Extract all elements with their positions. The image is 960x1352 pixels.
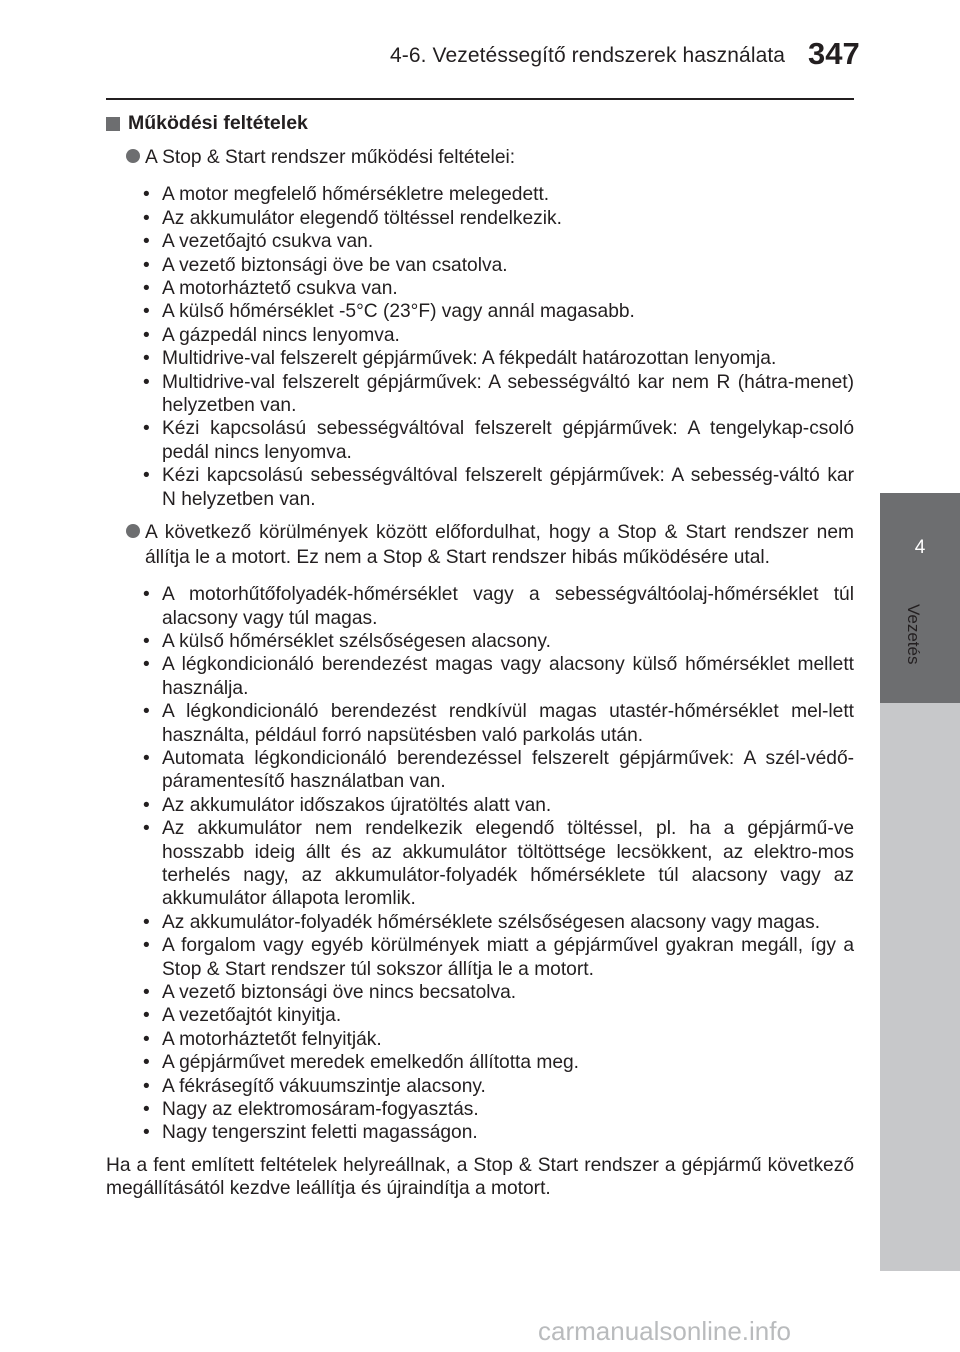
- list-item: [106, 911, 854, 934]
- list-item-text: Multidrive-val felszerelt gépjárművek: A fékpedált határozottan lenyomja.: [162, 348, 777, 370]
- bullet-dot-icon: •: [143, 184, 150, 206]
- bullet-dot-icon: •: [143, 254, 150, 276]
- chapter-side-tab: [880, 493, 960, 703]
- list-item-text: Kézi kapcsolású sebességváltóval felszerelt gépjárművek: A tengelykap-csoló pedál nincs lenyomva.: [162, 418, 854, 463]
- bullet-dot-icon: •: [143, 207, 150, 229]
- bullet-dot-icon: •: [143, 701, 150, 723]
- list-item-text: A motorháztetőt felnyitják.: [162, 1028, 382, 1050]
- chapter-number: 4: [914, 537, 926, 558]
- list-item: [106, 794, 854, 817]
- section-heading: [106, 112, 854, 135]
- circle-bullet-icon: [126, 524, 140, 538]
- list-item-text: Az akkumulátor időszakos újratöltés alatt van.: [162, 794, 552, 816]
- list-item-text: Automata légkondicionáló berendezéssel felszerelt gépjárművek: A szél-védő-páramentesítő használatban van.: [162, 747, 854, 793]
- list-item-text: Nagy tengerszint feletti magasságon.: [162, 1122, 478, 1144]
- bullet-dot-icon: •: [143, 278, 150, 300]
- list-item: [106, 207, 854, 230]
- bullet-dot-icon: •: [143, 1052, 150, 1074]
- list-item-text: A vezető biztonsági öve nincs becsatolva.: [162, 982, 517, 1003]
- group1-lead-text: A Stop & Start rendszer működési feltételei:: [145, 147, 516, 169]
- list-item: [106, 183, 854, 206]
- list-item: [106, 583, 854, 630]
- main-content: [106, 112, 854, 1201]
- bullet-dot-icon: •: [143, 584, 150, 606]
- list-item: [106, 653, 854, 700]
- list-item-text: Az akkumulátor-folyadék hőmérséklete szélsőségesen alacsony vagy magas.: [162, 911, 821, 933]
- list-item-text: Multidrive-val felszerelt gépjárművek: A sebességváltó kar nem R (hátra-menet) helyzetben van.: [162, 371, 854, 417]
- list-item-text: A vezető biztonsági öve be van csatolva.: [162, 254, 508, 276]
- list-item-text: A fékrásegítő vákuumszintje alacsony.: [162, 1075, 486, 1097]
- circle-bullet-icon: [126, 149, 140, 163]
- bullet-dot-icon: •: [143, 794, 150, 816]
- group2-list: [106, 583, 854, 1145]
- watermark: carmanualsonline.info: [538, 1316, 791, 1346]
- list-item-text: A légkondicionáló berendezést rendkívül magas utastér-hőmérséklet mel-lett használta, például forró napsütésben való parkolás után.: [162, 701, 854, 746]
- list-item: [106, 1075, 854, 1098]
- bullet-dot-icon: •: [143, 371, 150, 393]
- list-item: [106, 747, 854, 794]
- list-item-text: A külső hőmérséklet -5°C (23°F) vagy annál magasabb.: [162, 301, 635, 323]
- bullet-dot-icon: •: [143, 348, 150, 370]
- bullet-dot-icon: •: [143, 418, 150, 440]
- list-item: [106, 817, 854, 911]
- bullet-dot-icon: •: [143, 465, 150, 487]
- group1-lead: [106, 145, 854, 170]
- bullet-dot-icon: •: [143, 231, 150, 253]
- list-item-text: A motorháztető csukva van.: [162, 278, 398, 300]
- page-number: 347: [808, 36, 860, 71]
- list-item-text: Nagy az elektromosáram-fogyasztás.: [162, 1099, 479, 1121]
- closing-paragraph: Ha a fent említett feltételek helyreállnak, a Stop & Start rendszer a gépjármű következő megállításától kezdve leállítja és újraindítja a motort.: [106, 1154, 854, 1200]
- side-gray-band: [880, 703, 960, 1271]
- list-item: [106, 324, 854, 347]
- list-item-text: Az akkumulátor nem rendelkezik elegendő töltéssel, pl. ha a gépjármű-ve hosszabb ideig állt és az akkumulátor töltöttsége lecsökkent, az elektro-mos terhelés nagy, az akkumulátor-folyadék hőmérséklete túl alacsony vagy az akkumulátor állapota leromlik.: [162, 818, 854, 910]
- list-item-text: A külső hőmérséklet szélsőségesen alacsony.: [162, 630, 551, 652]
- list-item-text: A vezetőajtót kinyitja.: [162, 1005, 342, 1027]
- bullet-dot-icon: •: [143, 324, 150, 346]
- bullet-dot-icon: •: [143, 1075, 150, 1097]
- list-item: [106, 464, 854, 511]
- list-item-text: A gépjárművet meredek emelkedőn állította meg.: [162, 1052, 580, 1074]
- section-heading-text: Működési feltételek: [128, 112, 308, 134]
- list-item: [106, 371, 854, 418]
- list-item: [106, 1051, 854, 1074]
- group2-lead-text: A következő körülmények között előfordulhat, hogy a Stop & Start rendszer nem állítja le a motort. Ez nem a Stop & Start rendszer hibás működésére utal.: [145, 522, 854, 569]
- list-item: [106, 1098, 854, 1121]
- list-item: [106, 417, 854, 464]
- list-item: [106, 277, 854, 300]
- bullet-dot-icon: •: [143, 630, 150, 652]
- list-item: [106, 1028, 854, 1051]
- group2-lead: [106, 520, 854, 570]
- list-item: [106, 700, 854, 747]
- bullet-dot-icon: •: [143, 1028, 150, 1050]
- list-item: [106, 254, 854, 277]
- list-item: [106, 1121, 854, 1144]
- list-item-text: A légkondicionáló berendezést magas vagy alacsony külső hőmérséklet mellett használja.: [162, 654, 854, 699]
- bullet-dot-icon: •: [143, 1122, 150, 1144]
- list-item: [106, 300, 854, 323]
- list-item: [106, 347, 854, 370]
- bullet-dot-icon: •: [143, 911, 150, 933]
- list-item-text: A motorhűtőfolyadék-hőmérséklet vagy a sebességváltóolaj-hőmérséklet túl alacsony vagy túl magas.: [162, 584, 854, 629]
- list-item: [106, 1004, 854, 1027]
- list-item: [106, 630, 854, 653]
- bullet-dot-icon: •: [143, 1005, 150, 1027]
- chapter-side-label: Vezetés: [904, 604, 923, 665]
- list-item: [106, 934, 854, 981]
- chapter-title: 4-6. Vezetéssegítő rendszerek használata: [390, 44, 786, 67]
- list-item-text: A gázpedál nincs lenyomva.: [162, 324, 400, 346]
- bullet-dot-icon: •: [143, 982, 150, 1003]
- header-divider: [106, 98, 854, 100]
- list-item: [106, 230, 854, 253]
- bullet-dot-icon: •: [143, 1099, 150, 1121]
- bullet-dot-icon: •: [143, 935, 150, 957]
- list-item: [106, 981, 854, 1004]
- list-item-text: A motor megfelelő hőmérsékletre melegedett.: [162, 184, 550, 206]
- group1-list: [106, 183, 854, 511]
- bullet-dot-icon: •: [143, 747, 150, 769]
- list-item-text: A vezetőajtó csukva van.: [162, 231, 374, 253]
- list-item-text: A forgalom vagy egyéb körülmények miatt a gépjárművel gyakran megáll, így a Stop & Start rendszer túl sokszor állítja le a motort.: [162, 935, 854, 980]
- square-bullet-icon: [106, 117, 120, 131]
- bullet-dot-icon: •: [143, 301, 150, 323]
- list-item-text: Az akkumulátor elegendő töltéssel rendelkezik.: [162, 207, 562, 229]
- list-item-text: Kézi kapcsolású sebességváltóval felszerelt gépjárművek: A sebesség-váltó kar N helyzetben van.: [162, 465, 854, 510]
- bullet-dot-icon: •: [143, 818, 150, 840]
- bullet-dot-icon: •: [143, 654, 150, 676]
